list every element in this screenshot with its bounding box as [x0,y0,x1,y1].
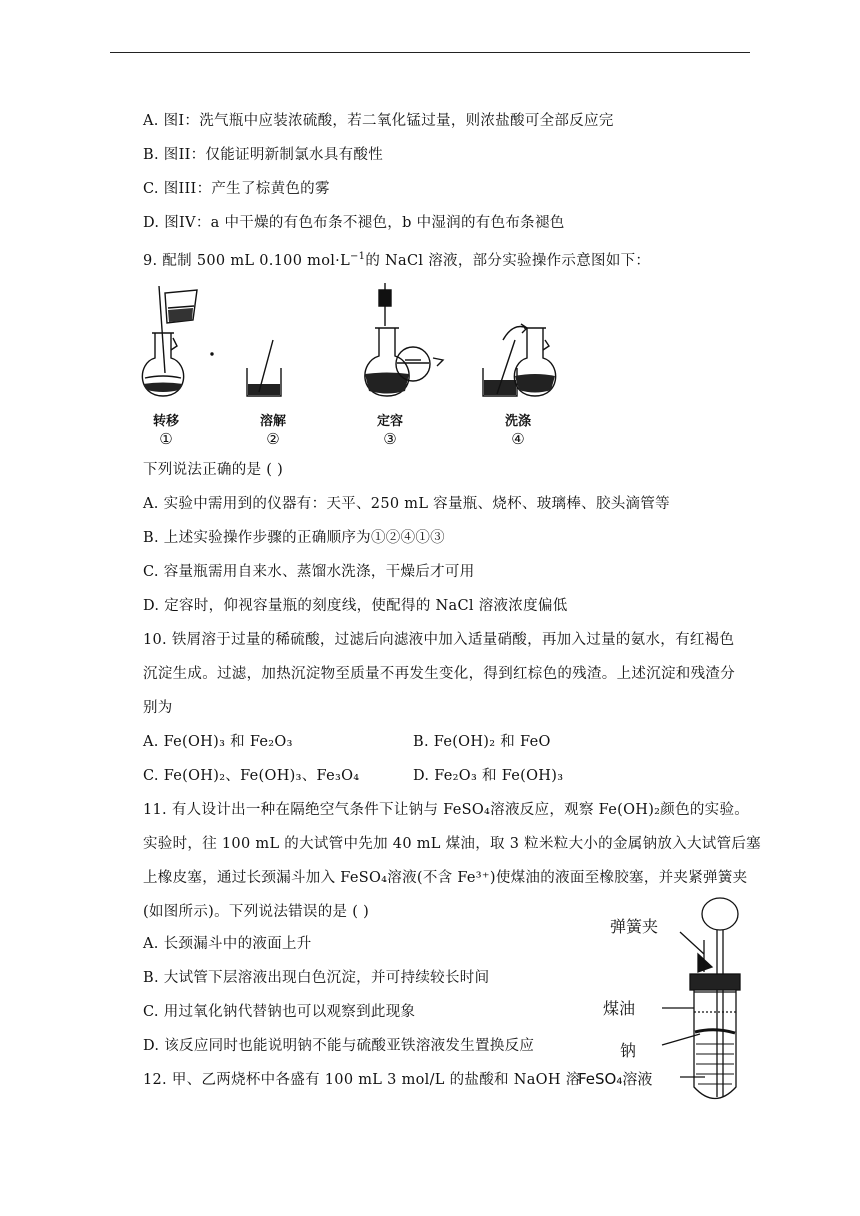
q11-apparatus-figure [660,892,760,1114]
header-rule [110,52,750,53]
fig-number-3: ③ [383,430,397,448]
q9-option-b: B. 上述实验操作步骤的正确顺序为①②④①③ [143,530,445,546]
q9-option-a: A. 实验中需用到的仪器有：天平、250 mL 容量瓶、烧杯、玻璃棒、胶头滴管等 [143,496,670,512]
fig-label-dissolve: 溶解 [259,414,286,429]
q9-option-d: D. 定容时，仰视容量瓶的刻度线，使配得的 NaCl 溶液浓度偏低 [143,598,568,614]
dissolve-beaker-drawing [247,340,281,396]
fig-label-wash: 洗涤 [504,414,531,429]
washing-drawing [483,324,556,396]
fig-label-fix-volume: 定容 [376,414,403,429]
q9-question: 下列说法正确的是 ( ) [143,462,284,478]
fix-volume-flask-drawing [365,283,443,396]
q10-option-c: C. Fe(OH)₂、Fe(OH)₃、Fe₃O₄ [143,768,360,784]
q11-stem-line1: 11. 有人设计出一种在隔绝空气条件下让钠与 FeSO₄溶液反应，观察 Fe(OH)₂颜色的实验。 [143,802,750,818]
q11-option-b: B. 大试管下层溶液出现白色沉淀，并可持续较长时间 [143,970,490,986]
fig-number-4: ④ [511,430,525,448]
q12-stem-line1: 12. 甲、乙两烧杯中各盛有 100 mL 3 mol/L 的盐酸和 NaOH 溶 [143,1072,581,1088]
q11-stem-line2: 实验时，往 100 mL 的大试管中先加 40 mL 煤油，取 3 粒米粒大小的金属钠放入大试管后塞 [143,836,761,852]
apparatus-label-sodium: 钠 [620,1041,637,1060]
q8-option-b: B. 图II：仅能证明新制氯水具有酸性 [143,147,384,163]
fig-number-2: ② [266,430,280,448]
q8-option-a: A. 图I：洗气瓶中应装浓硫酸，若二氧化锰过量，则浓盐酸可全部反应完 [143,113,614,129]
q8-option-c: C. 图III：产生了棕黄色的雾 [143,181,330,197]
apparatus-label-solution: FeSO₄溶液 [578,1070,653,1088]
q10-stem-line3: 别为 [143,700,173,716]
q10-option-a: A. Fe(OH)₃ 和 Fe₂O₃ [143,734,293,750]
q11-option-c: C. 用过氧化钠代替钠也可以观察到此现象 [143,1004,416,1020]
q11-stem-line4: (如图所示)。下列说法错误的是 ( ) [143,904,370,920]
q9-procedure-figure [135,278,575,403]
fig-label-transfer: 转移 [152,414,179,429]
transfer-flask-drawing [142,286,197,396]
q8-option-d: D. 图IV：a 中干燥的有色布条不褪色，b 中湿润的有色布条褪色 [143,215,565,231]
q11-stem-line3: 上橡皮塞，通过长颈漏斗加入 FeSO₄溶液(不含 Fe³⁺)使煤油的液面至橡胶塞，并夹紧弹簧夹 [143,870,748,886]
q11-option-d: D. 该反应同时也能说明钠不能与硫酸亚铁溶液发生置换反应 [143,1038,535,1054]
fig-number-1: ① [159,430,173,448]
q10-option-d: D. Fe₂O₃ 和 Fe(OH)₃ [413,768,564,784]
q10-stem-line2: 沉淀生成。过滤，加热沉淀物至质量不再发生变化，得到红棕色的残渣。上述沉淀和残渣分 [143,666,735,682]
q9-option-c: C. 容量瓶需用自来水、蒸馏水洗涤，干燥后才可用 [143,564,475,580]
q11-option-a: A. 长颈漏斗中的液面上升 [143,936,312,952]
q10-stem-line1: 10. 铁屑溶于过量的稀硫酸，过滤后向滤液中加入适量硝酸，再加入过量的氨水，有红褐色 [143,632,735,648]
q10-option-b: B. Fe(OH)₂ 和 FeO [413,734,551,750]
apparatus-label-kerosene: 煤油 [603,999,636,1018]
apparatus-label-clip: 弹簧夹 [610,917,659,936]
q9-stem: 9. 配制 500 mL 0.100 $mol\cdot L^{-1}$的 NaCl 溶液，部分实验操作示意图如下： [143,251,651,269]
